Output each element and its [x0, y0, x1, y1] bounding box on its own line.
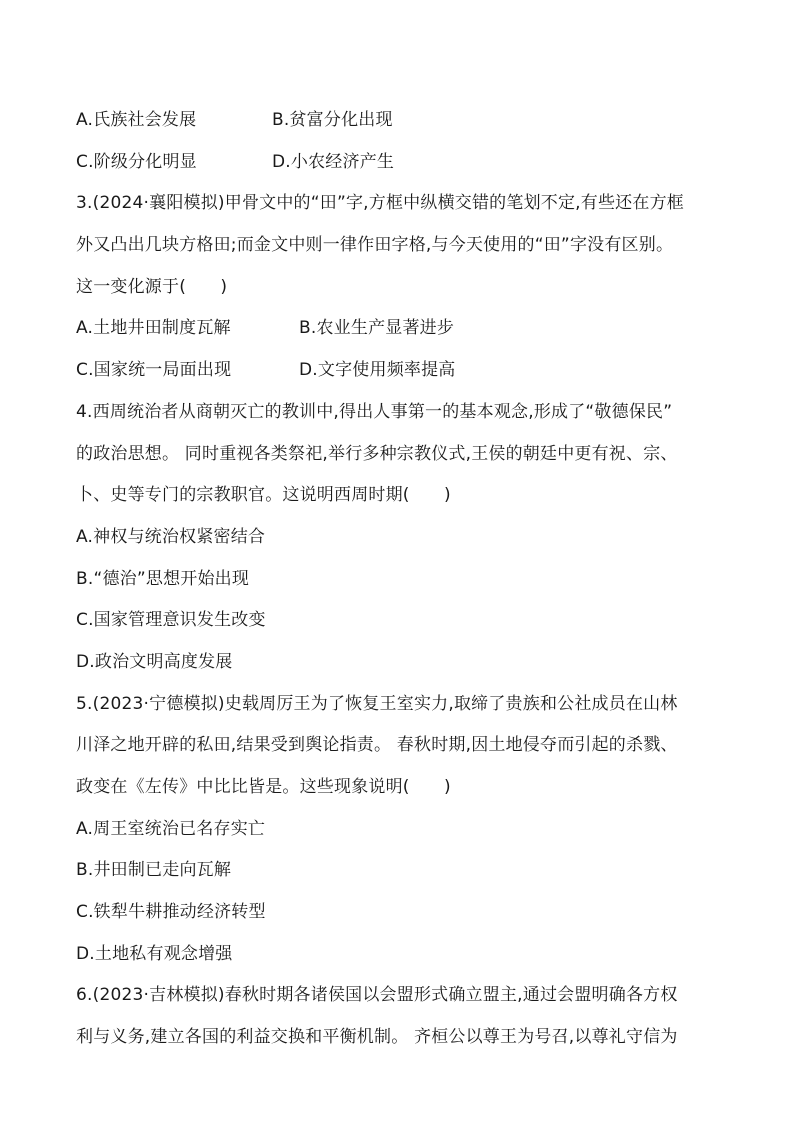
q6-stem-line-2: 利与义务,建立各国的利益交换和平衡机制。 齐桓公以尊王为号召,以尊礼守信为	[76, 1027, 678, 1048]
q4-stem-line-2: 的政治思想。 同时重视各类祭祀,举行多种宗教仪式,王侯的朝廷中更有祝、宗、	[76, 443, 678, 464]
q5-option-a[interactable]: A.周王室统治已名存实亡	[76, 818, 266, 839]
q3-option-b[interactable]: B.农业生产显著进步	[299, 318, 455, 339]
q2-option-a[interactable]: A.氏族社会发展	[76, 110, 197, 130]
q5-stem-line-2: 川泽之地开辟的私田,结果受到舆论指责。 春秋时期,因土地侵夺而引起的杀戮、	[76, 735, 678, 756]
q3-option-d[interactable]: D.文字使用频率提高	[299, 360, 456, 381]
q3-options-row-1	[76, 308, 736, 350]
q3-option-a[interactable]: A.土地井田制度瓦解	[76, 318, 231, 339]
q4-stem-line-3: 卜、史等专门的宗教职官。这说明西周时期( )	[76, 485, 451, 506]
q3-stem-line-1: 3.(2024·襄阳模拟)甲骨文中的“田”字,方框中纵横交错的笔划不定,有些还在方框	[76, 193, 684, 214]
q4-option-a[interactable]: A.神权与统治权紧密结合	[76, 526, 266, 547]
exam-page	[76, 100, 736, 1059]
q2-options-row-1	[76, 100, 736, 142]
q3-option-c[interactable]: C.国家统一局面出现	[76, 360, 232, 381]
q3-options-row-2	[76, 350, 736, 392]
q2-options-row-2	[76, 142, 736, 184]
q5-option-c[interactable]: C.铁犁牛耕推动经济转型	[76, 902, 266, 923]
q5-option-b[interactable]: B.井田制已走向瓦解	[76, 860, 232, 881]
q3-stem-line-3: 这一变化源于( )	[76, 276, 228, 297]
q4-option-b[interactable]: B.“德治”思想开始出现	[76, 568, 250, 589]
q5-option-d[interactable]: D.土地私有观念增强	[76, 943, 233, 964]
q3-stem-line-2: 外又凸出几块方格田;而金文中则一律作田字格,与今天使用的“田”字没有区别。	[76, 235, 674, 256]
q2-option-c[interactable]: C.阶级分化明显	[76, 151, 197, 172]
q2-option-b[interactable]: B.贫富分化出现	[272, 110, 393, 130]
q2-option-d[interactable]: D.小农经济产生	[272, 151, 395, 172]
q4-option-c[interactable]: C.国家管理意识发生改变	[76, 610, 266, 631]
q5-stem-line-1: 5.(2023·宁德模拟)史载周厉王为了恢复王室实力,取缔了贵族和公社成员在山林	[76, 693, 678, 714]
q6-stem-line-1: 6.(2023·吉林模拟)春秋时期各诸侯国以会盟形式确立盟主,通过会盟明确各方权	[76, 985, 678, 1006]
q4-stem-line-1: 4.西周统治者从商朝灭亡的教训中,得出人事第一的基本观念,形成了“敬德保民”	[76, 401, 673, 422]
q5-stem-line-3: 政变在《左传》中比比皆是。这些现象说明( )	[76, 777, 451, 797]
q4-option-d[interactable]: D.政治文明高度发展	[76, 651, 233, 672]
